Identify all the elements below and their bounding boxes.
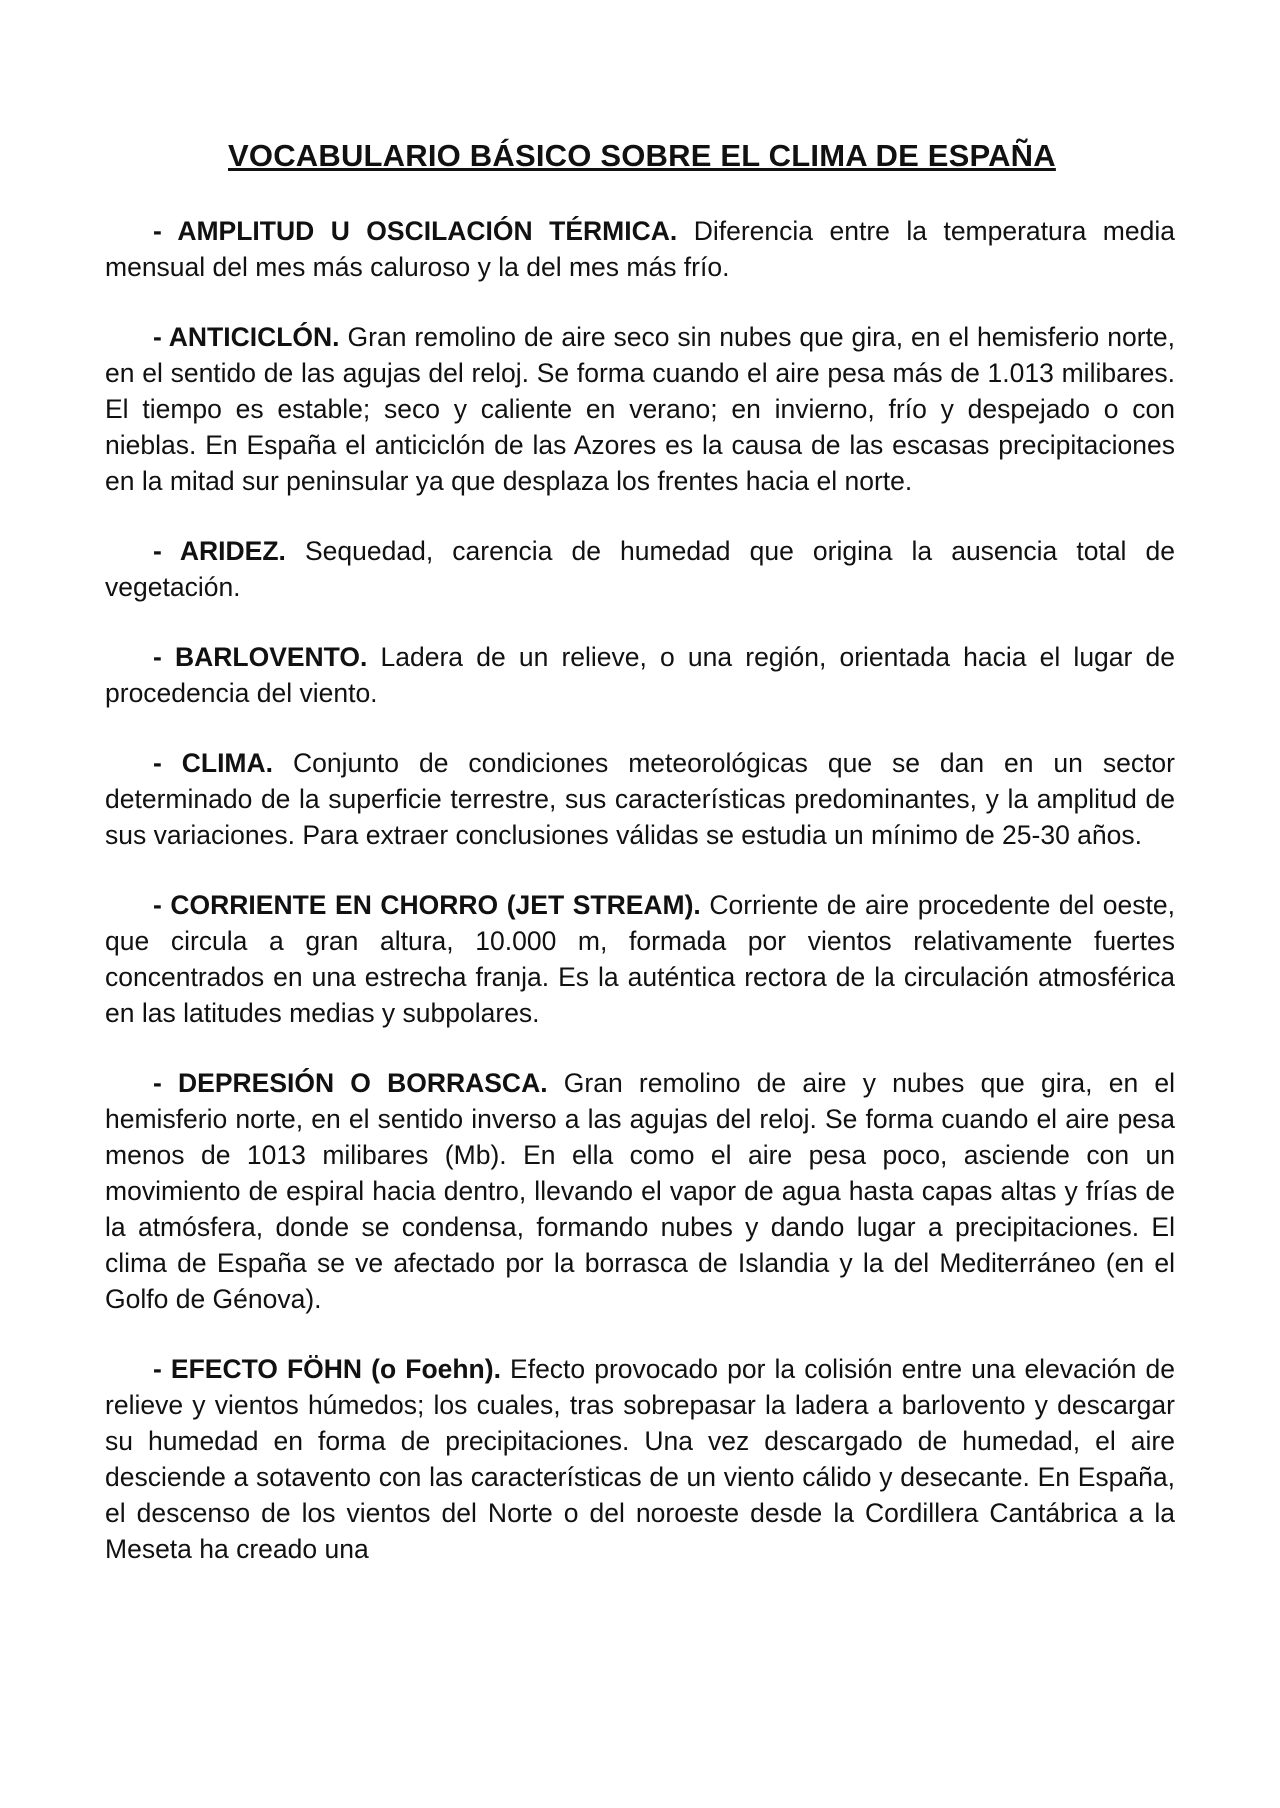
- entry-definition: Diferencia entre la temperatura media mensual del mes más caluroso y la del mes más frío.: [105, 216, 1175, 282]
- glossary-entry-depresion: [105, 1065, 1175, 1317]
- entry-definition: Ladera de un relieve, o una región, orientada hacia el lugar de procedencia del viento.: [105, 642, 1175, 708]
- entry-definition: Sequedad, carencia de humedad que origina la ausencia total de vegetación.: [105, 536, 1175, 602]
- glossary-entry-amplitud: [105, 213, 1175, 285]
- entry-definition: Gran remolino de aire seco sin nubes que gira, en el hemisferio norte, en el sentido de las agujas del reloj. Se forma cuando el aire pesa más de 1.013 milibares. El tiempo es estable; seco y caliente en verano; en invierno, frío y despejado o con nieblas. En España el anticiclón de las Azores es la causa de las escasas precipitaciones en la mitad sur peninsular ya que desplaza los frentes hacia el norte.: [105, 322, 1175, 496]
- glossary-entry-barlovento: [105, 639, 1175, 711]
- glossary-entry-corriente-en-chorro: [105, 887, 1175, 1031]
- page-title: VOCABULARIO BÁSICO SOBRE EL CLIMA DE ESPAÑA: [228, 138, 1056, 173]
- glossary-entry-aridez: [105, 533, 1175, 605]
- entry-definition: Corriente de aire procedente del oeste, que circula a gran altura, 10.000 m, formada por vientos relativamente fuertes concentrados en una estrecha franja. Es la auténtica rectora de la circulación atmosférica en las latitudes medias y subpolares.: [105, 890, 1175, 1028]
- entry-definition: Gran remolino de aire y nubes que gira, en el hemisferio norte, en el sentido inverso a las agujas del reloj. Se forma cuando el aire pesa menos de 1013 milibares (Mb). En ella como el aire pesa poco, asciende con un movimiento de espiral hacia dentro, llevando el vapor de agua hasta capas altas y frías de la atmósfera, donde se condensa, formando nubes y dando lugar a precipitaciones. El clima de España se ve afectado por la borrasca de Islandia y la del Mediterráneo (en el Golfo de Génova).: [105, 1068, 1175, 1314]
- entry-term: - ARIDEZ.: [153, 536, 286, 566]
- glossary-list: [105, 213, 1175, 1601]
- entry-term: - ANTICICLÓN.: [153, 322, 340, 352]
- entry-definition: Conjunto de condiciones meteorológicas que se dan en un sector determinado de la superficie terrestre, sus características predominantes, y la amplitud de sus variaciones. Para extraer conclusiones válidas se estudia un mínimo de 25-30 años.: [105, 748, 1175, 850]
- entry-term: - BARLOVENTO.: [153, 642, 368, 672]
- entry-definition: Efecto provocado por la colisión entre una elevación de relieve y vientos húmedos; los cuales, tras sobrepasar la ladera a barlovento y descargar su humedad en forma de precipitaciones. Una vez descargado de humedad, el aire desciende a sotavento con las características de un viento cálido y desecante. En España, el descenso de los vientos del Norte o del noroeste desde la Cordillera Cantábrica a la Meseta ha creado una: [105, 1354, 1175, 1564]
- entry-term: - CORRIENTE EN CHORRO (JET STREAM).: [153, 890, 701, 920]
- glossary-entry-efecto-fohn: [105, 1351, 1175, 1567]
- entry-term: - DEPRESIÓN O BORRASCA.: [153, 1068, 548, 1098]
- glossary-entry-anticiclon: [105, 319, 1175, 499]
- entry-term: - CLIMA.: [153, 748, 274, 778]
- entry-term: - EFECTO FÖHN (o Foehn).: [153, 1354, 501, 1384]
- glossary-entry-clima: [105, 745, 1175, 853]
- entry-term: - AMPLITUD U OSCILACIÓN TÉRMICA.: [153, 216, 678, 246]
